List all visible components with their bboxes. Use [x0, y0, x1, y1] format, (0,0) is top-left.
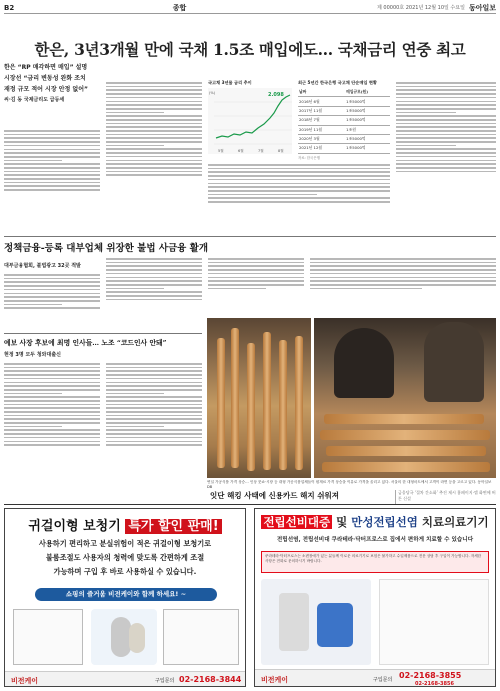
ad-contact-box: [163, 609, 239, 665]
table-cell: 2020년 3월: [298, 134, 345, 143]
text-line: [4, 426, 62, 428]
deck-line: 한은 “RP 매각하면 매입” 설명: [4, 64, 88, 71]
text-line: [396, 156, 496, 158]
article4-subhead: 금융당국 ‘절차 간소화’ 추진 제시 홈페이지·앱 화면에 버튼 신설: [398, 490, 496, 501]
ad-notice-box: 쿠라테라·닥터프로스는 소변장애가 있는 분들께 이로운 의료기기로 보험은 불가하고 수입제품으로 전문 상담 후 구입이 가능합니다. 자세한 사항은 전화로 문의하시기 바랍니다.: [261, 551, 489, 573]
article2-body-c: [208, 256, 304, 312]
text-line: [208, 262, 304, 264]
newspaper-logo: 동아일보: [468, 2, 496, 12]
ad-brand: 비전케이: [261, 676, 289, 684]
text-line: [106, 374, 202, 376]
chart-plot: [208, 88, 292, 154]
text-line: [4, 141, 100, 143]
table-cell: 2019년 11월: [298, 125, 345, 134]
article3-subhead: 현정 3명 모두 청와대출신: [4, 352, 62, 358]
table-source: 자료: 한국은행: [298, 155, 320, 160]
ad-banner: 쇼핑의 즐거움 비전케이와 함께 하세요! ~: [35, 588, 217, 601]
text-line: [106, 400, 202, 402]
article-deck: [4, 62, 100, 106]
text-line: [4, 137, 100, 139]
ad-subtitle: 사용하기 편리하고 분실위험이 적은 귀걸이형 보청기로: [38, 539, 212, 548]
article-body-col3: [208, 162, 390, 228]
text-line: [208, 258, 304, 260]
text-line: [106, 280, 202, 282]
text-line: [106, 367, 202, 369]
chart-xlabel: 7월: [258, 149, 264, 153]
text-line: [106, 134, 202, 136]
text-line: [208, 164, 390, 166]
ad-footer: [255, 669, 495, 687]
section-label: 종합: [172, 3, 187, 12]
text-line: [396, 134, 496, 136]
text-line: [4, 429, 100, 431]
text-line: [4, 189, 100, 191]
text-line: [4, 307, 100, 309]
section-divider: [4, 333, 202, 334]
text-line: [4, 163, 100, 165]
text-line: [208, 269, 304, 271]
text-line: [396, 123, 496, 125]
chart-xlabel: 5월: [218, 149, 224, 153]
text-line: [106, 393, 164, 395]
text-line: [106, 433, 202, 435]
text-line: [106, 171, 202, 173]
article3-body-b: [106, 361, 202, 494]
text-line: [106, 422, 202, 424]
article3-body-a: [4, 361, 100, 494]
text-line: [396, 152, 496, 154]
chart-ylabel: (%): [209, 91, 216, 95]
device-product-image: [261, 579, 371, 665]
text-line: [106, 418, 202, 420]
text-line: [310, 280, 496, 282]
text-line: [396, 86, 496, 88]
article-body-col4: [396, 80, 496, 228]
text-line: [106, 295, 202, 297]
text-line: [4, 160, 62, 162]
text-line: [4, 415, 100, 417]
text-line: [4, 300, 100, 302]
ad-brand: 비전케이: [11, 677, 39, 685]
text-line: [4, 134, 100, 136]
text-line: [106, 262, 202, 264]
text-line: [396, 148, 496, 150]
text-line: [310, 265, 496, 267]
ad-phone-label: 구입문의: [155, 678, 175, 684]
table-cell: 1조5000억: [345, 116, 390, 125]
table-cell: 2021년 12월: [298, 144, 345, 153]
text-line: [106, 123, 202, 125]
text-line: [106, 389, 202, 391]
table-cell: 2016년 6월: [298, 97, 345, 106]
text-line: [396, 145, 456, 147]
text-line: [396, 167, 496, 169]
text-line: [208, 280, 304, 282]
text-line: [106, 167, 202, 169]
text-line: [396, 115, 496, 117]
text-line: [208, 179, 390, 181]
text-line: [106, 273, 202, 275]
text-line: [4, 370, 100, 372]
article2-subhead: 대부금융협회, 불법광고 32곳 적발: [4, 263, 81, 269]
table-row: [298, 134, 390, 143]
text-line: [396, 97, 496, 99]
text-line: [106, 426, 164, 428]
text-line: [310, 262, 496, 264]
text-line: [208, 284, 304, 286]
table-row: [298, 97, 390, 106]
deck-line: 씨·김 동 국제금리도 급등세: [4, 97, 65, 103]
main-headline: 한은, 3년3개월 만에 국채 1.5조 매입에도… 국채금리 연중 최고: [34, 40, 466, 59]
hearing-aid-product-image: [91, 609, 157, 665]
text-line: [106, 101, 202, 103]
text-line: [106, 363, 202, 365]
text-line: [4, 167, 100, 169]
page-header: [4, 2, 496, 14]
table-cell: 날짜: [298, 88, 345, 97]
ad-phone-secondary[interactable]: 02-2168-3856: [415, 681, 454, 687]
text-line: [208, 183, 390, 185]
text-line: [4, 182, 100, 184]
section-divider: [4, 236, 496, 237]
text-line: [396, 130, 496, 132]
text-line: [208, 168, 390, 170]
text-line: [106, 437, 202, 439]
text-line: [106, 291, 202, 293]
text-line: [106, 269, 202, 271]
table-cell: 2017년 11월: [298, 106, 345, 115]
text-line: [4, 289, 100, 291]
text-line: [106, 112, 164, 114]
text-line: [106, 378, 202, 380]
text-line: [4, 404, 100, 406]
ad-infobox: [13, 609, 83, 665]
text-line: [396, 104, 496, 106]
text-line: [4, 281, 100, 283]
text-line: [396, 93, 496, 95]
text-line: [106, 141, 202, 143]
text-line: [106, 411, 202, 413]
chart-title: 국고채 3년물 금리 추이: [208, 80, 252, 85]
ad-title: 귀걸이형 보청기 특가 할인 판매!: [5, 515, 245, 534]
text-line: [208, 190, 390, 192]
text-line: [208, 265, 304, 267]
text-line: [106, 299, 202, 301]
text-line: [4, 418, 100, 420]
text-line: [106, 89, 202, 91]
text-line: [4, 367, 100, 369]
article-body-col1: [4, 128, 100, 228]
table-row: [298, 144, 390, 153]
text-line: [4, 185, 100, 187]
table-cell: 1조원: [345, 125, 390, 134]
text-line: [4, 385, 100, 387]
page-number: B2: [4, 3, 15, 12]
text-line: [106, 370, 202, 372]
text-line: [4, 400, 100, 402]
text-line: [396, 171, 496, 173]
text-line: [106, 115, 202, 117]
text-line: [4, 152, 100, 154]
column-divider: [395, 490, 396, 504]
text-line: [106, 145, 164, 147]
bond-yield-chart: [208, 80, 292, 156]
ad-footer: [5, 671, 245, 687]
text-line: [396, 141, 496, 143]
table-title: 최근 5년간 한국은행 국고채 단순매입 현황: [298, 80, 377, 85]
text-line: [4, 363, 100, 365]
text-line: [106, 119, 202, 121]
ad-title-highlight: 특가 할인 판매!: [125, 519, 221, 534]
text-line: [396, 89, 496, 91]
text-line: [396, 108, 496, 110]
device-info-panel: [379, 579, 489, 665]
text-line: [4, 174, 100, 176]
text-line: [4, 145, 100, 147]
article4-headline: 잇단 해킹 사태에 신용카드 해지 쉬워져: [210, 491, 339, 500]
text-line: [106, 277, 202, 279]
text-line: [310, 284, 496, 286]
text-line: [4, 441, 100, 443]
text-line: [396, 101, 496, 103]
text-line: [106, 174, 202, 176]
text-line: [4, 293, 100, 295]
text-line: [208, 194, 317, 196]
text-line: [208, 201, 390, 203]
text-line: [208, 171, 390, 173]
bond-purchase-table: [298, 80, 390, 160]
table-row: [298, 116, 390, 125]
text-line: [106, 385, 202, 387]
text-line: [4, 396, 100, 398]
ad-subtitle: 전립선염, 전립선비대 쿠라테라·닥터프로스로 집에서 편하게 치료할 수 있습니다: [276, 537, 474, 543]
table-cell: 1조5000억: [345, 144, 390, 153]
ad-phone-label: 구입문의: [373, 677, 393, 683]
text-line: [106, 148, 202, 150]
text-line: [106, 163, 202, 165]
chart-xlabel: 8월: [278, 149, 284, 153]
news-photo-right: [314, 318, 496, 478]
text-line: [4, 285, 100, 287]
article3-headline: 예보 사장 후보에 최명 인사들… 노조 “코드인사 안돼”: [4, 339, 167, 347]
ad-subtitle: 가능하며 구입 후 바로 사용하실 수 있습니다.: [53, 567, 197, 576]
chart-annotation: 2.098: [268, 92, 284, 98]
text-line: [106, 396, 202, 398]
ad-divider: [4, 504, 496, 505]
text-line: [396, 160, 496, 162]
text-line: [396, 137, 496, 139]
text-line: [4, 378, 100, 380]
text-line: [310, 288, 422, 290]
prostate-device-ad[interactable]: [254, 508, 496, 687]
text-line: [106, 160, 202, 162]
text-line: [4, 171, 100, 173]
news-photo-left: [207, 318, 311, 478]
text-line: [4, 274, 100, 276]
article2-body-a: [4, 272, 100, 330]
text-line: [4, 156, 100, 158]
text-line: [106, 415, 202, 417]
text-line: [106, 156, 202, 158]
table-row: [298, 125, 390, 134]
ad-phone[interactable]: 02-2168-3844: [179, 675, 242, 684]
text-line: [106, 258, 202, 260]
text-line: [208, 197, 390, 199]
text-line: [208, 175, 390, 177]
text-line: [396, 119, 496, 121]
text-line: [4, 389, 100, 391]
text-line: [4, 422, 100, 424]
text-line: [106, 82, 202, 84]
table-cell: 1조5000억: [345, 106, 390, 115]
table-cell: 1조5000억: [345, 97, 390, 106]
text-line: [208, 186, 390, 188]
text-line: [4, 374, 100, 376]
article2-body-b: [106, 256, 202, 330]
deck-line: 시장선 “금리 변동성 완화 조치: [4, 75, 86, 82]
text-line: [4, 178, 100, 180]
text-line: [106, 441, 202, 443]
text-line: [106, 137, 202, 139]
table-row: [298, 106, 390, 115]
text-line: [4, 382, 100, 384]
text-line: [208, 277, 304, 279]
text-line: [106, 104, 202, 106]
text-line: [4, 304, 62, 306]
text-line: [106, 444, 202, 446]
text-line: [396, 126, 496, 128]
text-line: [4, 437, 100, 439]
text-line: [310, 269, 496, 271]
table-cell: 매입규모(원): [345, 88, 390, 97]
article2-headline: 정책금융-등록 대부업체 위장한 불법 사금융 활개: [4, 243, 209, 254]
hearing-aid-ad[interactable]: [4, 508, 246, 687]
text-line: [396, 112, 456, 114]
text-line: [106, 130, 202, 132]
table-cell: 1조5000억: [345, 134, 390, 143]
article-body-col2: [106, 80, 202, 230]
text-line: [106, 382, 202, 384]
text-line: [4, 296, 100, 298]
text-line: [310, 277, 496, 279]
article2-body-d: [310, 256, 496, 312]
ad-phone[interactable]: 02-2168-3855: [399, 671, 462, 680]
text-line: [396, 163, 496, 165]
text-line: [4, 130, 100, 132]
issue-date: 제 00000호 2021년 12월 10일 수요일: [376, 5, 465, 11]
text-line: [106, 407, 202, 409]
ad-subtitle: 불룸조절도 사용자의 청력에 맞도록 간편하게 조절: [45, 553, 205, 562]
text-line: [310, 273, 496, 275]
text-line: [106, 152, 202, 154]
text-line: [106, 86, 202, 88]
ad-title: 전립선비대증 및 만성전립선염 치료의료기기: [263, 515, 489, 529]
text-line: [106, 126, 202, 128]
text-line: [106, 288, 164, 290]
text-line: [106, 265, 202, 267]
table-cell: 2018년 7월: [298, 116, 345, 125]
text-line: [4, 433, 100, 435]
deck-line: 재정 규모 적어 시장 안정 없어”: [4, 86, 88, 93]
text-line: [106, 404, 202, 406]
text-line: [396, 82, 496, 84]
table-row: [298, 88, 390, 97]
text-line: [106, 97, 202, 99]
text-line: [4, 149, 100, 151]
text-line: [106, 93, 202, 95]
text-line: [4, 411, 100, 413]
text-line: [106, 108, 202, 110]
text-line: [310, 258, 496, 260]
text-line: [4, 407, 100, 409]
text-line: [208, 288, 266, 290]
chart-xlabel: 6월: [238, 149, 244, 153]
text-line: [106, 429, 202, 431]
text-line: [4, 444, 100, 446]
purchase-table: [298, 88, 390, 154]
text-line: [4, 393, 62, 395]
text-line: [106, 284, 202, 286]
photo-caption: 연일 가공식품 가격 상승… 인상 붓쇼·시장 등 대형 가공식품업체들이 원재료 가격 상승을 이유로 가격을 올리고 있다. 서울의 한 대형마트에서 고객이 라면 등을 고르고 있다. 동아일보 DB: [207, 480, 492, 489]
text-line: [4, 278, 100, 280]
text-line: [208, 273, 304, 275]
